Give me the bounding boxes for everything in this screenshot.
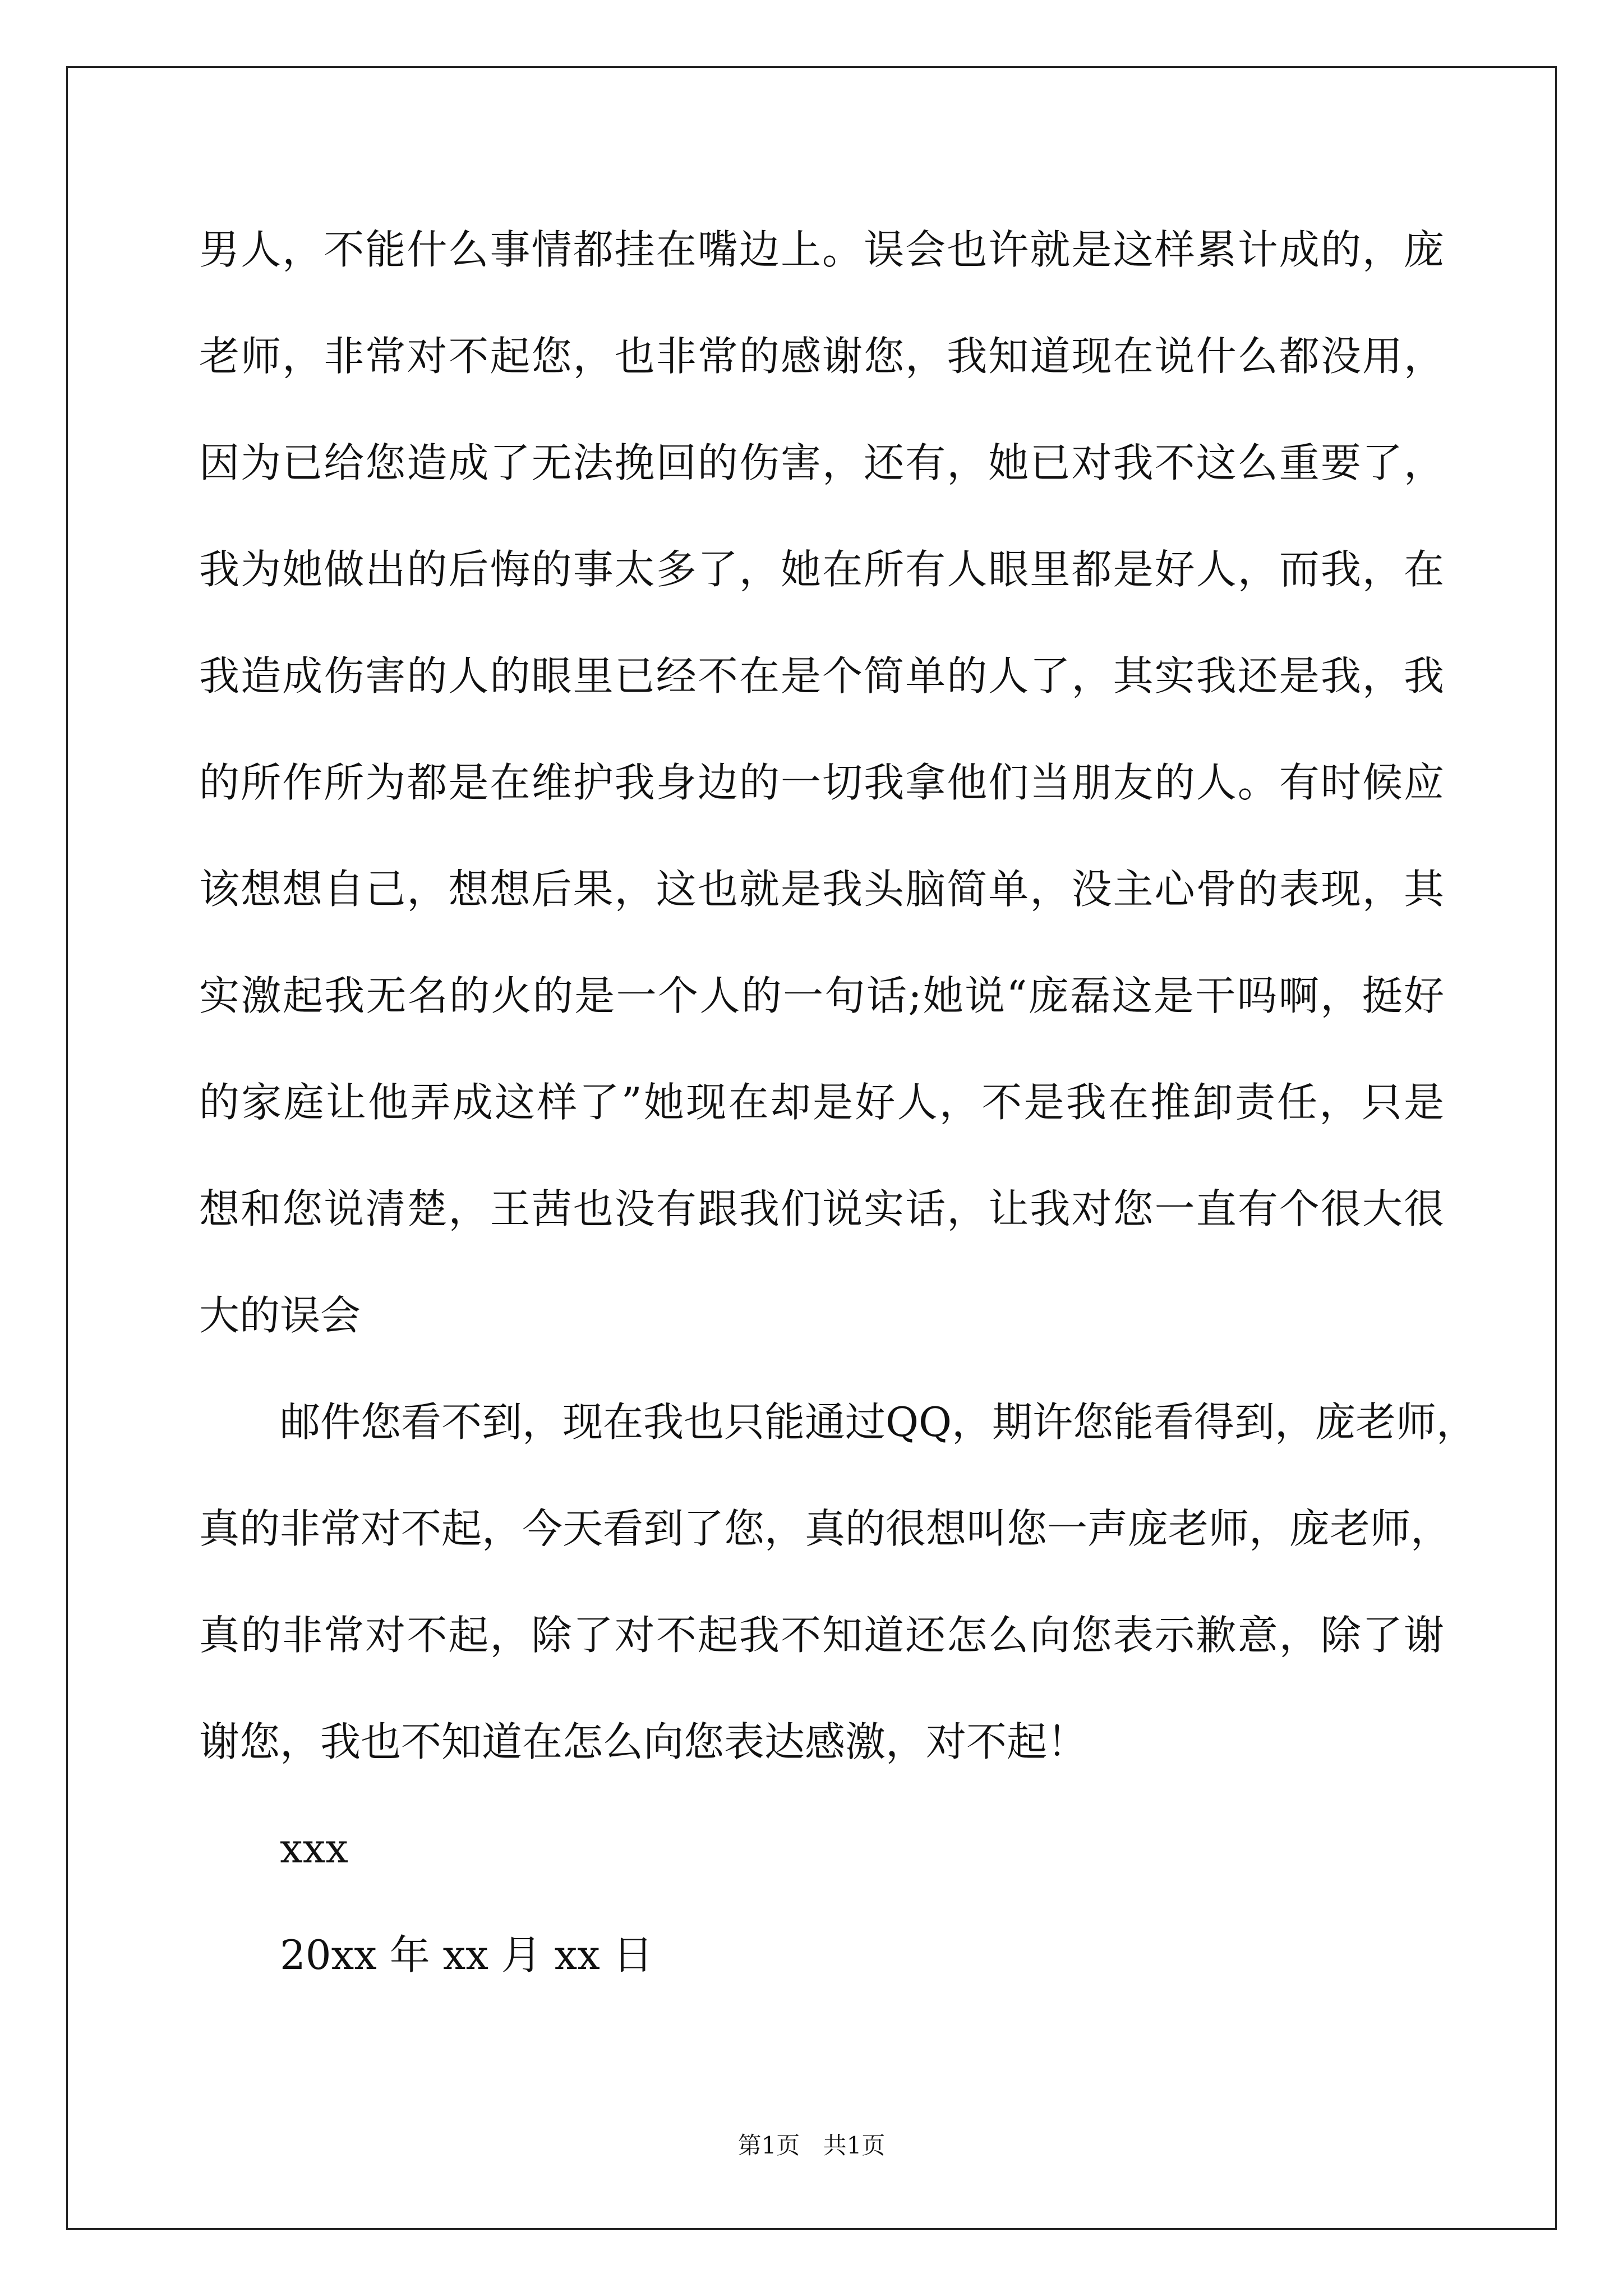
page-number: 第1页 xyxy=(737,2132,800,2159)
text-line: 该想想自己，想想后果，这也就是我头脑简单，没主心骨的表现，其 xyxy=(199,866,1444,913)
letter-date: 20xx 年 xx 月 xx 日 xyxy=(280,1931,653,1978)
text-line: 实激起我无名的火的是一个人的一句话;她说“庞磊这是干吗啊，挺好 xyxy=(199,972,1444,1019)
text-line: 老师，非常对不起您，也非常的感谢您，我知道现在说什么都没用， xyxy=(199,333,1444,380)
text-line: 想和您说清楚，王茜也没有跟我们说实话，让我对您一直有个很大很 xyxy=(199,1185,1444,1232)
text-line: 因为已给您造成了无法挽回的伤害，还有，她已对我不这么重要了， xyxy=(199,439,1444,486)
text-line: 谢您，我也不知道在怎么向您表达感激，对不起！ xyxy=(199,1718,1088,1765)
page-total: 共1页 xyxy=(823,2132,886,2159)
text-line: 的所作所为都是在维护我身边的一切我拿他们当朋友的人。有时候应 xyxy=(199,759,1444,806)
text-line: 真的非常对不起，除了对不起我不知道还怎么向您表示歉意，除了谢 xyxy=(199,1612,1444,1659)
signature: xxx xyxy=(280,1825,348,1872)
text-line: 真的非常对不起，今天看到了您，真的很想叫您一声庞老师，庞老师， xyxy=(199,1505,1451,1552)
letter-body xyxy=(199,219,1477,2031)
text-line: 的家庭让他弄成这样了”她现在却是好人，不是我在推卸责任，只是 xyxy=(199,1079,1444,1126)
text-line: 邮件您看不到，现在我也只能通过QQ，期许您能看得到，庞老师， xyxy=(280,1398,1477,1446)
text-line: 我为她做出的后悔的事太多了，她在所有人眼里都是好人，而我，在 xyxy=(199,546,1444,593)
page-footer xyxy=(0,2129,1623,2162)
text-line: 我造成伤害的人的眼里已经不在是个简单的人了，其实我还是我，我 xyxy=(199,652,1444,700)
text-line: 男人，不能什么事情都挂在嘴边上。误会也许就是这样累计成的，庞 xyxy=(199,226,1444,273)
text-line: 大的误会 xyxy=(199,1292,361,1339)
